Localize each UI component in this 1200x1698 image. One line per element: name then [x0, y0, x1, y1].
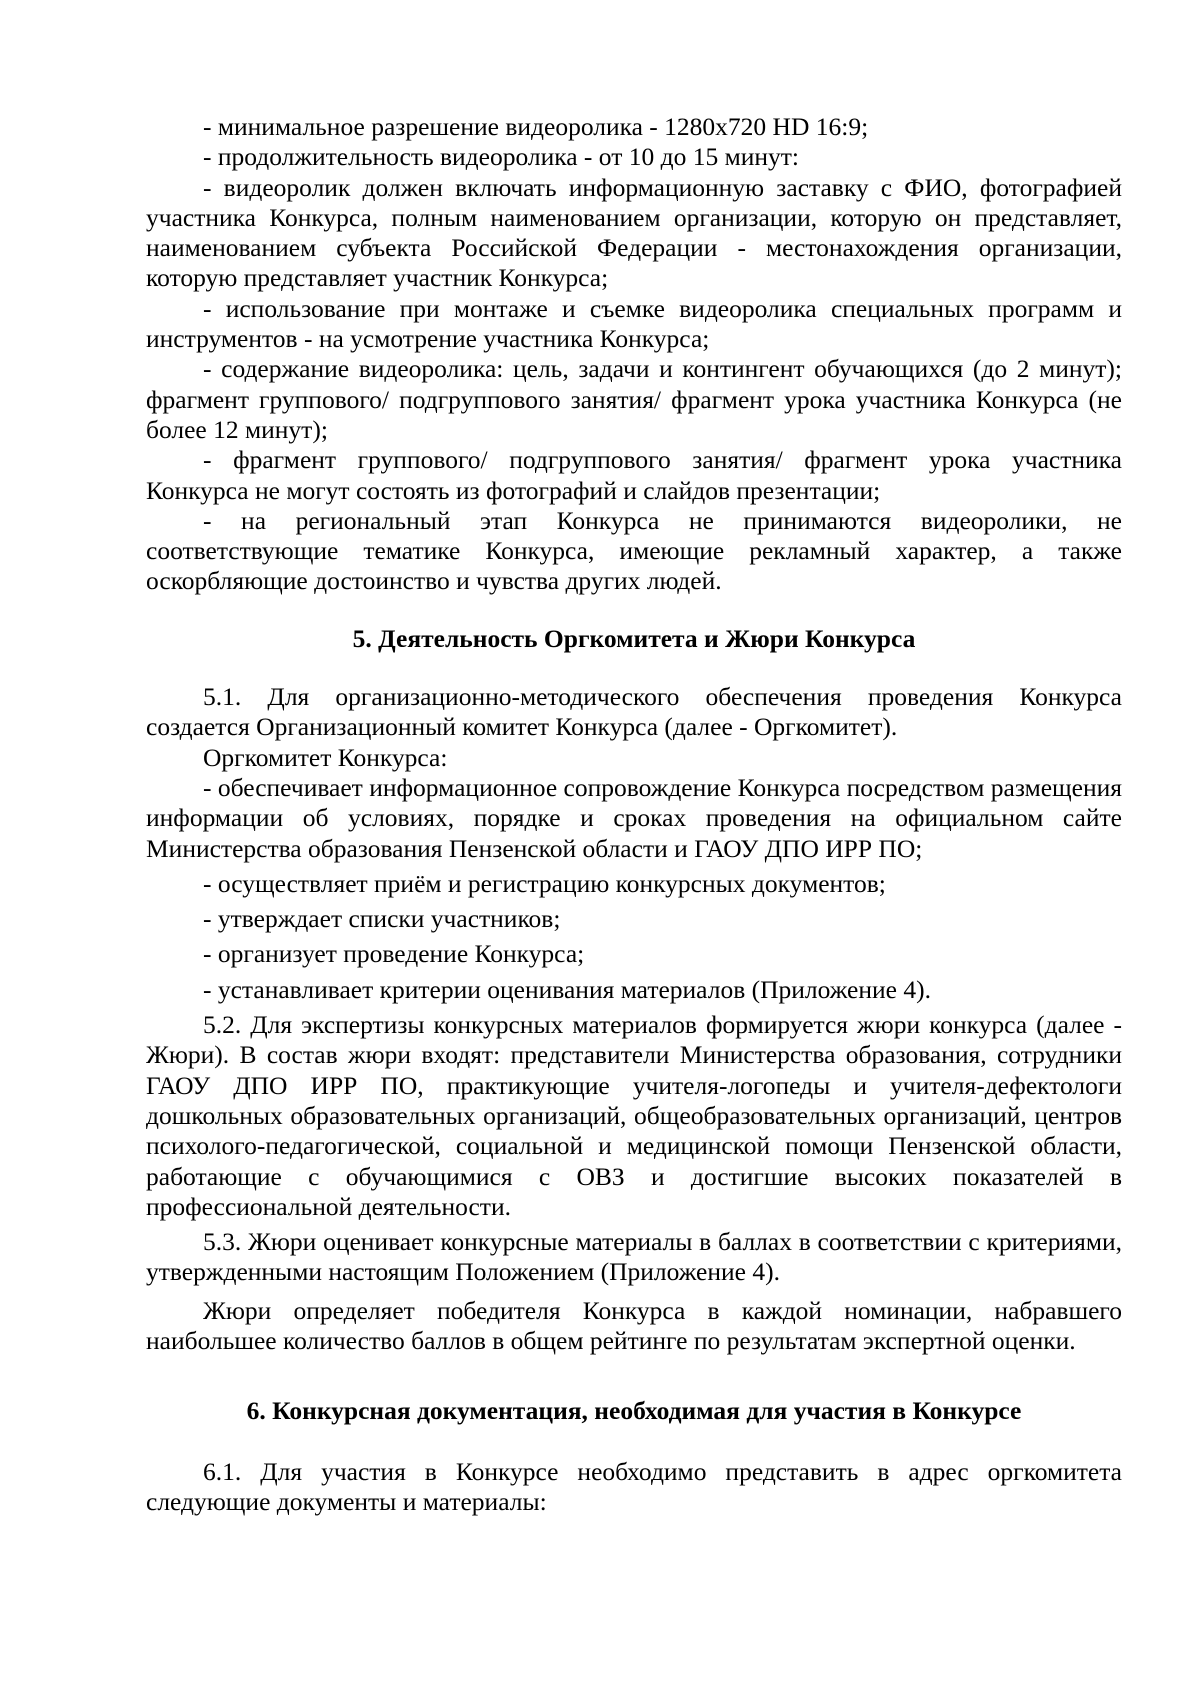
paragraph-5-1: 5.1. Для организационно-методического обеспечения проведения Конкурса создается Организационный комитет Конкурса (далее - Оргкомитет). [146, 682, 1122, 742]
section-5-heading-block [146, 624, 1122, 654]
paragraph-registration: - осуществляет приём и регистрацию конкурсных документов; [203, 868, 886, 898]
paragraph-intro-screen: - видеоролик должен включать информационную заставку с ФИО, фотографией участника Конкурса, полным наименованием организации, которую он представляет, наименованием субъекта Российской Федерации - местонахождения организации, которую представляет участник Конкурса; [146, 172, 1122, 293]
paragraph-info-support: - обеспечивает информационное сопровождение Конкурса посредством размещения информации об условиях, порядке и сроках проведения на официальном сайте Министерства образования Пензенской области и ГАОУ ДПО ИРР ПО; [146, 772, 1122, 863]
paragraph-orgcommittee: Оргкомитет Конкурса: [203, 742, 448, 772]
paragraph-not-accepted: - на региональный этап Конкурса не принимаются видеоролики, не соответствующие тематике Конкурса, имеющие рекламный характер, а также оскорбляющие достоинство и чувства других людей. [146, 505, 1122, 596]
paragraph-editing-tools: - использование при монтаже и съемке видеоролика специальных программ и инструментов - на усмотрение участника Конкурса; [146, 293, 1122, 354]
paragraph-jury-winner: Жюри определяет победителя Конкурса в каждой номинации, набравшего наибольшее количество баллов в общем рейтинге по результатам экспертной оценки. [146, 1295, 1122, 1355]
paragraph-5-3: 5.3. Жюри оценивает конкурсные материалы в баллах в соответствии с критериями, утвержденными настоящим Положением (Приложение 4). [146, 1227, 1122, 1287]
paragraph-organizes: - организует проведение Конкурса; [203, 939, 585, 969]
document-page [146, 112, 1122, 1517]
section-5-heading: 5. Деятельность Оргкомитета и Жюри Конкурса [352, 623, 916, 653]
paragraph-no-slides: - фрагмент группового/ подгруппового занятия/ фрагмент урока участника Конкурса не могут состоять из фотографий и слайдов презентации; [146, 445, 1122, 505]
paragraph-6-1: 6.1. Для участия в Конкурсе необходимо представить в адрес оргкомитета следующие документы и материалы: [146, 1456, 1122, 1516]
paragraph-participant-lists: - утверждает списки участников; [203, 904, 561, 934]
paragraph-5-2: 5.2. Для экспертизы конкурсных материалов формируется жюри конкурса (далее - Жюри). В состав жюри входят: представители Министерства образования, сотрудники ГАОУ ДПО ИРР ПО, практикующие учителя-логопеды и учителя-дефектологи дошкольных образовательных организаций, общеобразовательных организаций, центров психолого-педагогической, социальной и медицинской помощи Пензенской области, работающие с обучающимися с ОВЗ и достигшие высоких показателей в профессиональной деятельности. [146, 1010, 1122, 1221]
paragraph-video-content: - содержание видеоролика: цель, задачи и контингент обучающихся (до 2 минут); фрагмент группового/ подгруппового занятия/ фрагмент урока участника Конкурса (не более 12 минут); [146, 354, 1122, 444]
section-6-heading-block [146, 1396, 1122, 1426]
paragraph-duration: - продолжительность видеоролика - от 10 до 15 минут: [203, 142, 799, 172]
section-6-heading: 6. Конкурсная документация, необходимая для участия в Конкурсе [246, 1396, 1022, 1426]
paragraph-resolution: - минимальное разрешение видеоролика - 1280x720 HD 16:9; [203, 112, 869, 141]
paragraph-criteria: - устанавливает критерии оценивания материалов (Приложение 4). [203, 974, 931, 1004]
